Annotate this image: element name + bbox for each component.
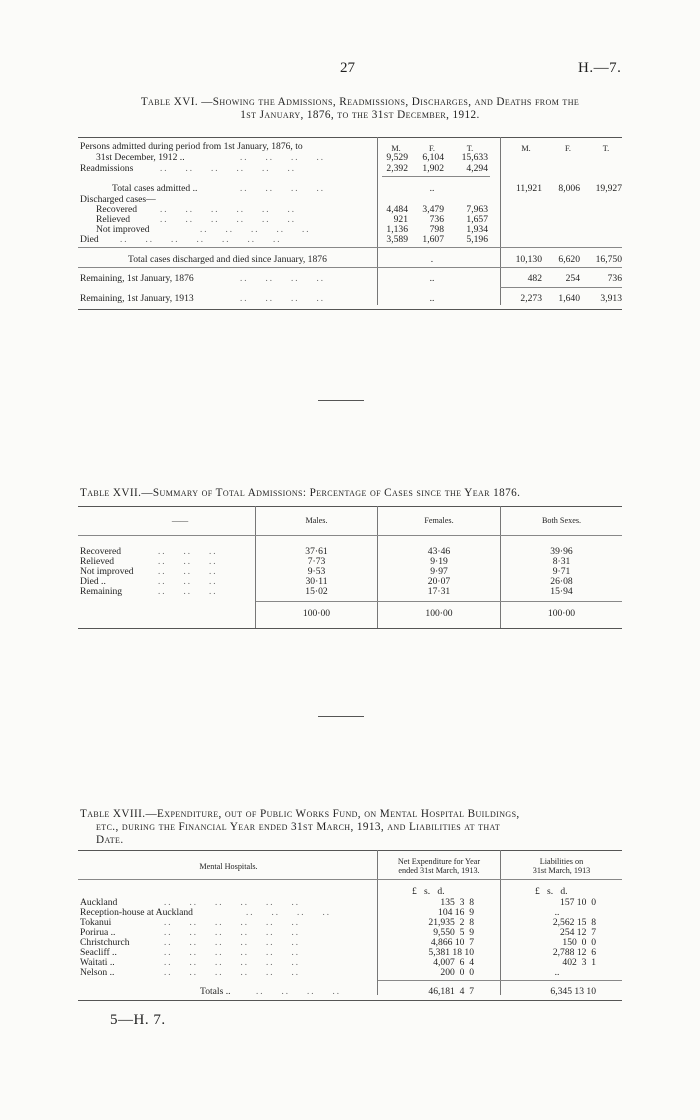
- died-f: 1,607: [422, 234, 444, 245]
- table18-liab-value: ..: [554, 967, 560, 978]
- table18-header-rule: [78, 879, 622, 880]
- table18-liab-value: ..: [554, 907, 560, 918]
- admitted-f: 6,104: [422, 152, 444, 163]
- table18-totals-net: 46,181 4 7: [428, 986, 474, 997]
- table16-col-m: M.: [391, 144, 401, 153]
- table18-total-rule: [378, 980, 622, 981]
- row-rule: [78, 247, 622, 248]
- table18-col-liab-line1: Liabilities on: [539, 857, 584, 866]
- row-label: Died: [80, 234, 99, 245]
- table18-row-label: Tokanui: [80, 917, 112, 928]
- leader-dots: .. .. .. .. .. ..: [160, 163, 296, 173]
- leader-dots: .. .. .. ..: [256, 986, 341, 996]
- table16-col-t: T.: [466, 144, 474, 153]
- page-number: 27: [340, 60, 355, 76]
- readmissions-m: 2,392: [386, 163, 408, 174]
- table18-row-label: Waitati ..: [80, 957, 115, 968]
- died-m: 3,589: [386, 234, 408, 245]
- table18-liab-value: 2,788 12 6: [552, 947, 596, 958]
- table17-both-value: 9·71: [552, 566, 571, 577]
- table17-total-males: 100·00: [302, 608, 331, 619]
- table17-males-value: 37·61: [305, 546, 328, 557]
- remaining-1876-m: 482: [527, 273, 542, 284]
- table18-net-value: 135 3 8: [440, 897, 474, 908]
- table17-females-value: 17·31: [427, 586, 451, 597]
- table18-col-hospitals: Mental Hospitals.: [199, 862, 258, 871]
- recovered-t: 7,963: [466, 204, 488, 215]
- footer-signature: 5—H. 7.: [110, 1012, 166, 1028]
- leader-dots: .. .. .. .. .. ..: [160, 214, 296, 224]
- row-rule: [78, 267, 622, 268]
- placeholder-dots: ..: [429, 273, 435, 284]
- table17-females-value: 9·97: [430, 566, 448, 577]
- table18-net-value: 5,381 18 10: [428, 947, 474, 958]
- leader-dots: .. .. .. ..: [240, 183, 325, 193]
- leader-dots: .. .. .. .. .. ..: [164, 957, 300, 967]
- remaining-1876-f: 254: [565, 273, 580, 284]
- table17-females-value: 9·19: [430, 556, 448, 567]
- table17-both-value: 15·94: [550, 586, 573, 597]
- table18-col-net-line1: Net Expenditure for Year: [397, 857, 481, 866]
- table17-row-label: Remaining: [80, 586, 123, 597]
- table17-males-value: 9·53: [307, 566, 326, 577]
- total-admitted-f: 8,006: [558, 183, 580, 194]
- table17-both-value: 39·96: [550, 546, 573, 557]
- table17-bottom-rule: [78, 628, 622, 629]
- table17-row-label: Not improved: [80, 566, 134, 577]
- leader-dots: .. .. .. ..: [246, 907, 331, 917]
- table18-row-label: Auckland: [80, 897, 118, 908]
- row-label: Total cases discharged and died since January, 1876: [128, 254, 327, 265]
- table18-net-value: 200 0 0: [440, 967, 474, 978]
- died-t: 5,196: [466, 234, 488, 245]
- table18-currency-liab: £ s. d.: [535, 886, 568, 897]
- row-label: Total cases admitted ..: [112, 183, 198, 194]
- remaining-1876-t: 736: [607, 273, 622, 284]
- leader-dots: .. .. .. ..: [240, 293, 325, 303]
- table17-both-value: 8·31: [552, 556, 571, 567]
- recovered-f: 3,479: [422, 204, 444, 215]
- section-separator: [318, 716, 364, 717]
- relieved-f: 736: [429, 214, 444, 225]
- readmissions-t: 4,294: [466, 163, 488, 174]
- not-improved-f: 798: [429, 224, 444, 235]
- leader-dots: .. .. .. ..: [240, 152, 325, 162]
- row-label: Readmissions: [80, 163, 134, 174]
- leader-dots: .. .. .. .. .. ..: [164, 897, 300, 907]
- leader-dots: .. .. .. .. .. ..: [164, 917, 300, 927]
- leader-dots: .. .. .. .. .. ..: [160, 204, 296, 214]
- leader-dots: .. .. .. .. .. ..: [164, 937, 300, 947]
- total-discharged-t: 16,750: [595, 254, 622, 265]
- document-reference: H.—7.: [578, 60, 622, 76]
- table17-females-value: 43·46: [427, 546, 451, 557]
- table17-total-both: 100·00: [547, 608, 576, 619]
- table18-col-net-line2: ended 31st March, 1913.: [398, 866, 480, 875]
- leader-dots: .. .. ..: [158, 586, 218, 596]
- total-discharged-f: 6,620: [558, 254, 580, 265]
- table17-both-value: 26·08: [550, 576, 573, 587]
- row-label: Not improved: [96, 224, 150, 235]
- table17-males-value: 7·73: [307, 556, 326, 567]
- table16-col-t-right: T.: [602, 144, 610, 153]
- table17-total-females: 100·00: [425, 608, 453, 619]
- table18-row-label: Nelson ..: [80, 967, 115, 978]
- table17-row-label: Relieved: [80, 556, 115, 567]
- table18-col-liab-line2: 31st March, 1913: [532, 866, 591, 875]
- row-label: Remaining, 1st January, 1913: [80, 293, 194, 304]
- section-separator: [318, 400, 364, 401]
- table17-col-females: Females.: [424, 516, 454, 525]
- table17-header-blank: ——: [171, 516, 189, 525]
- table17-row-label: Recovered: [80, 546, 122, 557]
- table18-row-label: Porirua ..: [80, 927, 116, 938]
- leader-dots: .. .. ..: [158, 546, 218, 556]
- admitted-t: 15,633: [461, 152, 488, 163]
- table17-title: Table XVII.—Summary of Total Admissions: Percentage of Cases since the Year 1876.: [80, 487, 521, 499]
- row-label: Relieved: [96, 214, 131, 225]
- not-improved-m: 1,136: [386, 224, 408, 235]
- table18-net-value: 4,007 6 4: [433, 957, 474, 968]
- table18-net-value: 4,866 10 7: [430, 937, 474, 948]
- table18-net-value: 21,935 2 8: [428, 917, 474, 928]
- row-label: Persons admitted during period from 1st January, 1876, to: [80, 141, 303, 152]
- total-admitted-m: 11,921: [515, 183, 542, 194]
- table17-females-value: 20·07: [427, 576, 451, 587]
- table17-col-both: Both Sexes.: [541, 516, 582, 525]
- table18-liab-value: 254 12 7: [560, 927, 596, 938]
- relieved-t: 1,657: [466, 214, 488, 225]
- row-label: Discharged cases—: [80, 194, 156, 205]
- table18-row-label: Reception-house at Auckland: [80, 907, 193, 918]
- leader-dots: .. .. .. .. .. ..: [164, 967, 300, 977]
- remaining-1913-m: 2,273: [520, 293, 542, 304]
- row-label: Recovered: [96, 204, 138, 215]
- table16-title-line1: Table XVI. —Showing the Admissions, Readmissions, Discharges, and Deaths from the: [140, 96, 580, 108]
- leader-dots: .. .. .. .. ..: [200, 224, 311, 234]
- table18-liab-value: 150 0 0: [562, 937, 596, 948]
- leader-dots: .. .. ..: [158, 556, 218, 566]
- recovered-m: 4,484: [386, 204, 408, 215]
- table16-col-f: F.: [429, 144, 435, 153]
- placeholder-dots: .: [430, 254, 434, 265]
- table18-net-value: 104 16 9: [438, 907, 474, 918]
- table18-title-line3: Date.: [96, 834, 124, 846]
- table18-bottom-rule: [78, 1000, 622, 1001]
- row-label: Remaining, 1st January, 1876: [80, 273, 194, 284]
- table18-net-value: 9,550 5 9: [433, 927, 474, 938]
- row-rule: [500, 287, 622, 288]
- table16-title-line2: 1st January, 1876, to the 31st December, 1912.: [240, 109, 480, 121]
- table18-totals-liab: 6,345 13 10: [550, 986, 596, 997]
- leader-dots: .. .. .. .. .. ..: [164, 927, 300, 937]
- readmissions-f: 1,902: [422, 163, 444, 174]
- row-label: 31st December, 1912 ..: [96, 152, 185, 163]
- table18-title-line1: Table XVIII.—Expenditure, out of Public Works Fund, on Mental Hospital Buildings,: [80, 808, 520, 820]
- leader-dots: .. .. .. .. .. ..: [164, 947, 300, 957]
- table16-top-rule: [78, 137, 622, 138]
- remaining-1913-f: 1,640: [558, 293, 580, 304]
- placeholder-dots: ..: [429, 183, 435, 194]
- leader-dots: .. .. .. ..: [240, 273, 325, 283]
- table17-total-rule: [256, 601, 622, 602]
- remaining-1913-t: 3,913: [600, 293, 622, 304]
- table16-col-m-right: M.: [521, 144, 531, 153]
- table18-currency-net: £ s. d.: [412, 886, 445, 897]
- table16-bottom-rule: [78, 309, 622, 310]
- not-improved-t: 1,934: [466, 224, 488, 235]
- admitted-m: 9,529: [386, 152, 408, 163]
- table17-row-label: Died ..: [80, 576, 106, 587]
- placeholder-dots: ..: [429, 293, 435, 304]
- subtotal-rule: [382, 176, 490, 177]
- leader-dots: .. .. ..: [158, 576, 218, 586]
- table18-liab-value: 157 10 0: [560, 897, 596, 908]
- table18-totals-label: Totals ..: [200, 986, 231, 997]
- table18-title-line2: etc., during the Financial Year ended 31st March, 1913, and Liabilities at that: [96, 821, 501, 833]
- total-admitted-t: 19,927: [595, 183, 622, 194]
- table18-row-label: Seacliff ..: [80, 947, 117, 958]
- total-discharged-m: 10,130: [515, 254, 542, 265]
- relieved-m: 921: [393, 214, 408, 225]
- leader-dots: .. .. .. .. .. .. ..: [120, 234, 282, 244]
- table18-liab-value: 2,562 15 8: [552, 917, 596, 928]
- table18-top-rule: [78, 850, 622, 851]
- table17-males-value: 30·11: [305, 576, 328, 587]
- table17-males-value: 15·02: [305, 586, 328, 597]
- table17-col-males: Males.: [305, 516, 328, 525]
- table17-top-rule: [78, 506, 622, 507]
- table18-row-label: Christchurch: [80, 937, 130, 948]
- table16-col-f-right: F.: [565, 144, 571, 153]
- leader-dots: .. .. ..: [158, 566, 218, 576]
- table18-liab-value: 402 3 1: [562, 957, 596, 968]
- table17-header-rule: [78, 535, 622, 536]
